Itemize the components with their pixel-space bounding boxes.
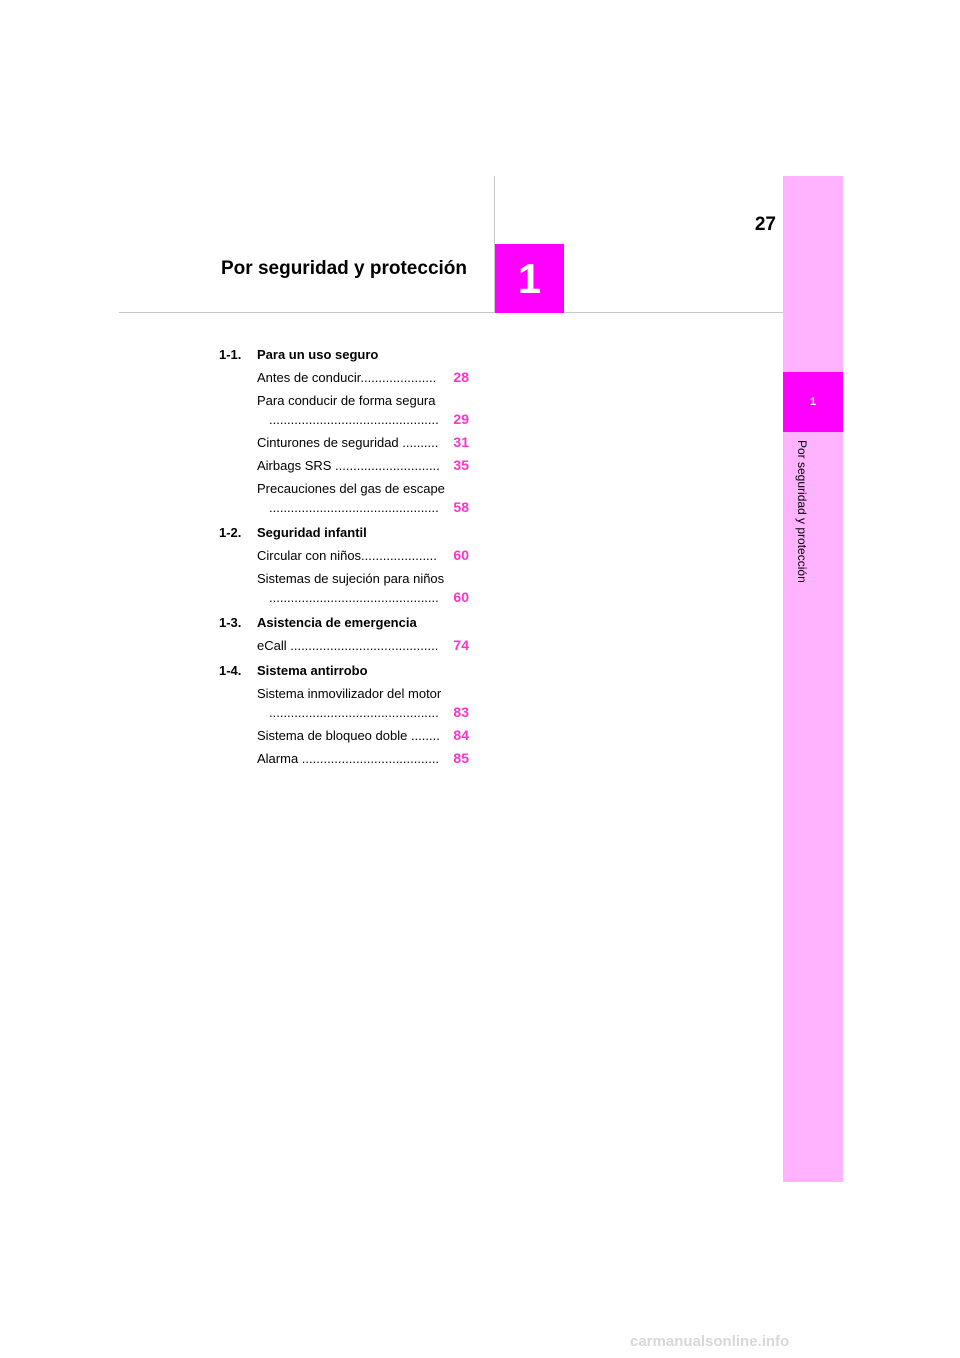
toc-entry-title: Para conducir de forma segura [257,393,436,408]
toc-entry-line [257,546,469,565]
toc-entry[interactable] [257,391,469,429]
dot-leader: ............................................... [269,590,439,605]
section-title: Para un uso seguro [257,347,379,362]
toc-entry-title: Sistema inmovilizador del motor [257,686,442,701]
toc-entry-title: Sistema de bloqueo doble ........ [257,728,440,743]
toc-entry-line [257,433,469,452]
side-tab [783,176,843,1182]
page-link[interactable]: 35 [453,457,469,473]
toc-section [219,613,469,655]
toc-entry-leader [269,703,469,722]
header-divider-horizontal [119,312,783,313]
page-link[interactable]: 83 [453,704,469,720]
toc-entry-leader [269,410,469,429]
toc-entry[interactable] [257,684,469,722]
toc-section [219,661,469,768]
chapter-number-box: 1 [495,244,564,313]
page-link[interactable]: 58 [453,499,469,515]
toc-section [219,523,469,607]
toc-entry[interactable] [257,433,469,452]
toc-entry-line [257,636,469,655]
toc-entry-title: Precauciones del gas de escape [257,481,445,496]
section-number: 1-3. [219,615,242,630]
toc-entry[interactable] [257,456,469,475]
dot-leader: ............................................... [269,705,439,720]
page-link[interactable]: 84 [453,727,469,743]
toc-entry-line [257,456,469,475]
section-heading [219,523,469,542]
toc-entry-line [257,368,469,387]
toc-entry-title: eCall ......................................... [257,638,439,653]
toc-entry-title: Circular con niños..................... [257,548,437,563]
toc-entry[interactable] [257,749,469,768]
section-heading [219,345,469,364]
toc-entry-title: Cinturones de seguridad .......... [257,435,439,450]
watermark: carmanualsonline.info [630,1333,790,1350]
toc-entry[interactable] [257,636,469,655]
section-heading [219,613,469,632]
toc-entry[interactable] [257,546,469,565]
toc-entry-line [257,749,469,768]
toc-entry-title: Airbags SRS ............................. [257,458,440,473]
page-link[interactable]: 28 [453,369,469,385]
toc-entry-title: Sistemas de sujeción para niños [257,571,445,586]
side-tab-active[interactable]: 1 [783,372,843,432]
toc-entry-title: Alarma ...................................... [257,751,440,766]
page-link[interactable]: 29 [453,411,469,427]
dot-leader: ............................................... [269,412,439,427]
section-title: Sistema antirrobo [257,663,368,678]
section-title: Seguridad infantil [257,525,367,540]
section-number: 1-1. [219,347,242,362]
chapter-title: Por seguridad y protección [221,258,467,279]
toc-entry-title: Antes de conducir..................... [257,370,437,385]
toc-entry[interactable] [257,479,469,517]
toc-section [219,345,469,517]
toc-entry-line [257,726,469,745]
table-of-contents [219,345,469,774]
page-link[interactable]: 31 [453,434,469,450]
page-number: 27 [754,214,776,235]
toc-entry-leader [269,588,469,607]
page-link[interactable]: 60 [453,589,469,605]
toc-entry-leader [269,498,469,517]
page-link[interactable]: 85 [453,750,469,766]
toc-entry[interactable] [257,368,469,387]
toc-entry[interactable] [257,569,469,607]
section-heading [219,661,469,680]
page-link[interactable]: 74 [453,637,469,653]
section-number: 1-4. [219,663,242,678]
side-tab-label: Por seguridad y protección [795,440,809,583]
page-link[interactable]: 60 [453,547,469,563]
dot-leader: ............................................... [269,500,439,515]
section-title: Asistencia de emergencia [257,615,417,630]
toc-entry[interactable] [257,726,469,745]
section-number: 1-2. [219,525,242,540]
